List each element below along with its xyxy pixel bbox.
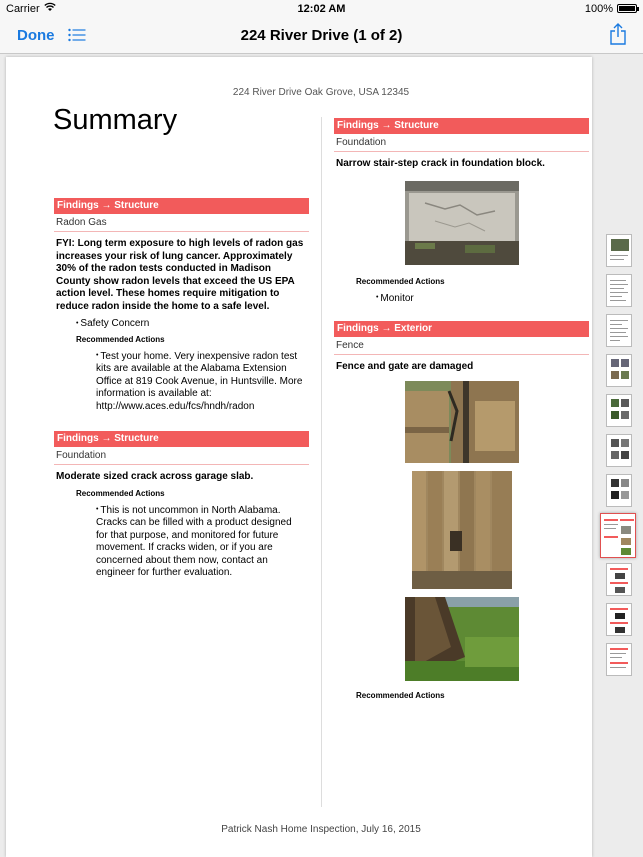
done-button[interactable]: Done <box>17 27 55 44</box>
summary-heading: Summary <box>53 104 178 136</box>
recommended-actions-label: Recommended Actions <box>356 691 445 701</box>
page-thumbnail-current[interactable] <box>600 513 636 558</box>
recommended-action: • This is not uncommon in North Alabama. Cracks can be filled with a product designed for that purpose, and monitored for future movement. If cracks widen, or if you are concerned about them now, contact an engineer for further evaluation. <box>96 504 292 579</box>
section-header: Findings → Structure <box>334 118 589 134</box>
page-thumbnail[interactable] <box>606 234 632 267</box>
battery-icon <box>617 4 637 13</box>
recommended-action-text: This is not uncommon in North Alabama. Cracks can be filled with a product designed for that purpose, and monitored for future movement. If cracks widen, or if you are concerned about them now, contact an engineer for further evaluation. <box>96 504 292 579</box>
nav-bar <box>0 18 643 54</box>
section-subheader: Foundation <box>54 447 309 465</box>
finding-description: Fence and gate are damaged <box>336 360 474 372</box>
finding-description: Narrow stair-step crack in foundation block. <box>336 158 545 169</box>
recommended-actions-label: Recommended Actions <box>356 276 445 286</box>
foundation-crack-photo[interactable] <box>405 181 519 265</box>
page-thumbnail[interactable] <box>606 563 632 596</box>
page-thumbnail[interactable] <box>606 474 632 507</box>
page-thumbnail[interactable] <box>606 603 632 636</box>
share-icon[interactable] <box>609 22 627 46</box>
recommended-action-text: Monitor <box>380 292 414 304</box>
section-subheader: Foundation <box>334 134 589 152</box>
page-thumbnail[interactable] <box>606 394 632 427</box>
page-title: 224 River Drive (1 of 2) <box>240 27 403 44</box>
recommended-action: • Test your home. Very inexpensive radon test kits are available at the Alabama Extension Office at 819 Cook Avenue, in Huntsville. More information is available at: http://www.aces.edu/fcs/hndh/radon <box>96 350 303 412</box>
section-header: Findings → Structure <box>54 198 309 214</box>
recommended-action: • Monitor <box>376 292 414 304</box>
recommended-actions-label: Recommended Actions <box>76 488 165 498</box>
section-header: Findings → Structure <box>54 431 309 447</box>
status-bar <box>0 0 643 18</box>
page-thumbnail[interactable] <box>606 274 632 307</box>
document-page <box>6 57 592 857</box>
page-footer: Patrick Nash Home Inspection, July 16, 2015 <box>221 824 421 835</box>
fence-gate-photo-2[interactable] <box>412 471 512 589</box>
fence-gate-photo-1[interactable] <box>405 381 519 463</box>
bullet-text: Safety Concern <box>80 318 150 329</box>
finding-description: FYI: Long term exposure to high levels of radon gas increases your risk of lung cancer. Approximately 30% of the radon tests conducted in Madison County show radon levels that exceed the US EPA action level. These homes require mitigation to reduce radon inside the home to a safe level. <box>56 238 304 312</box>
fence-gate-photo-3[interactable] <box>405 597 519 681</box>
page-thumbnail[interactable] <box>606 643 632 676</box>
recommended-actions-label: Recommended Actions <box>76 335 165 344</box>
recommended-action-text: Test your home. Very inexpensive radon test kits are available at the Alabama Extension Office at 819 Cook Avenue, in Huntsville. More information is available at: http://www.aces.edu/fcs/hndh/radon <box>96 350 303 412</box>
column-divider <box>321 117 322 807</box>
right-column <box>334 118 589 706</box>
finding-description: Moderate sized crack across garage slab. <box>56 471 254 483</box>
carrier-label: Carrier <box>6 3 40 15</box>
section-subheader: Fence <box>334 337 589 355</box>
section-header: Findings → Exterior <box>334 321 589 337</box>
page-thumbnail[interactable] <box>606 314 632 347</box>
property-address: 224 River Drive Oak Grove, USA 12345 <box>232 87 410 98</box>
page-thumbnail[interactable] <box>606 354 632 387</box>
left-column <box>54 198 309 588</box>
page-thumbnail[interactable] <box>606 434 632 467</box>
battery-percent: 100% <box>584 3 613 15</box>
finding-bullet <box>54 318 309 329</box>
section-subheader: Radon Gas <box>54 214 309 232</box>
status-time: 12:02 AM <box>297 3 346 15</box>
